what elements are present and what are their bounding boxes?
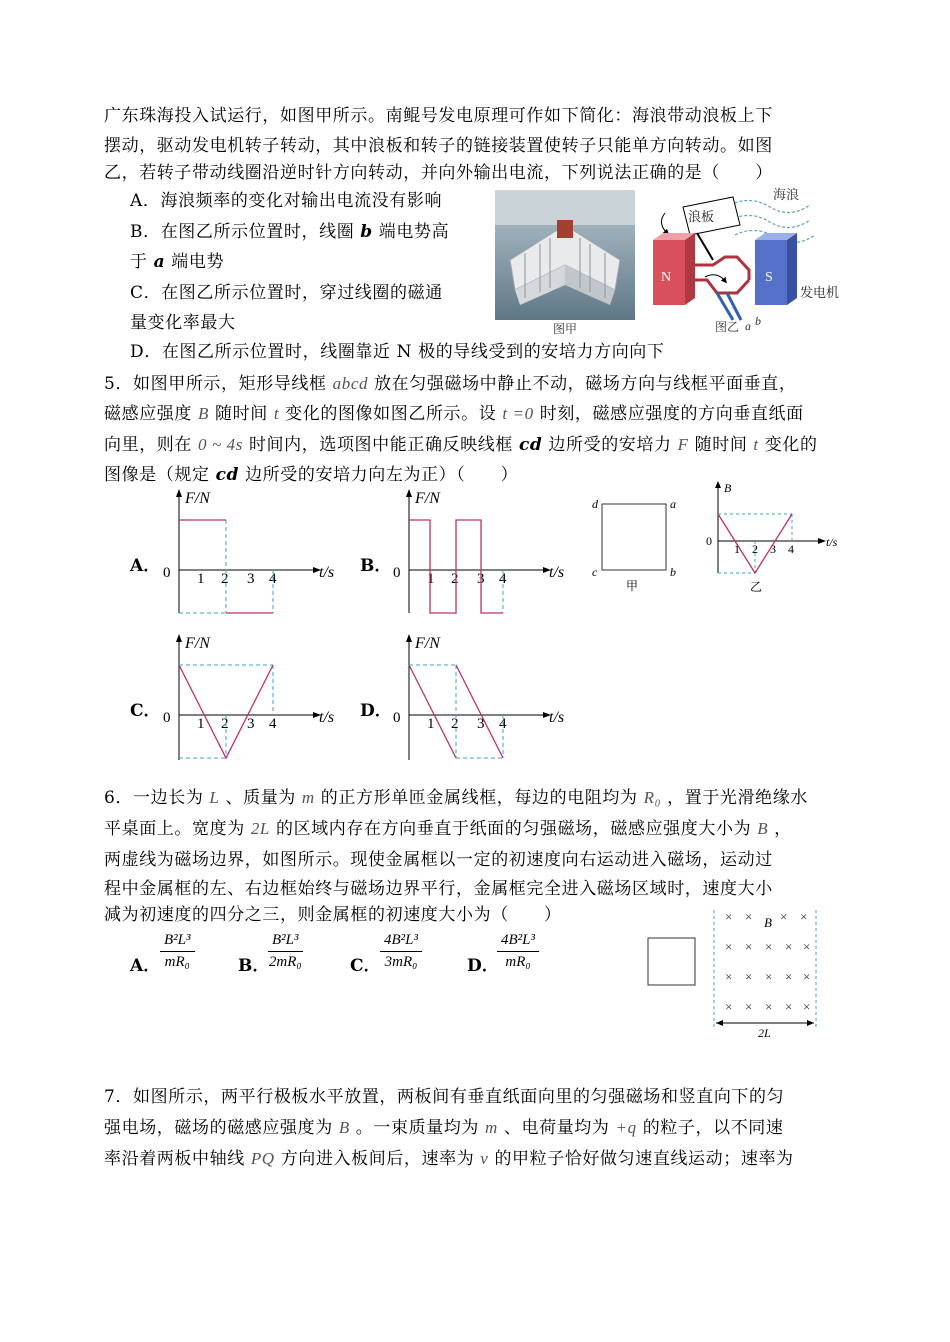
q6-option-a-fraction: $\frac{\text{B²L³}}{\text{mR₀}}$	[160, 932, 195, 971]
figure-yi-generator	[645, 185, 850, 335]
svg-text:×: ×	[803, 969, 811, 984]
svg-text:3: 3	[247, 571, 255, 587]
svg-text:×: ×	[725, 969, 733, 984]
svg-text:F/N: F/N	[185, 490, 210, 507]
svg-text:×: ×	[725, 939, 733, 954]
figure-jia-photo	[495, 190, 635, 335]
svg-text:0: 0	[163, 565, 171, 581]
q5-graph-c	[155, 630, 355, 765]
svg-text:t/s: t/s	[549, 709, 565, 726]
svg-text:浪板: 浪板	[688, 209, 715, 224]
q4-option-b-line2: 于 a 端电势	[130, 252, 225, 272]
svg-text:d: d	[592, 497, 598, 511]
svg-text:B: B	[764, 915, 772, 930]
q5-figure-jia-frame	[590, 492, 690, 597]
svg-text:2: 2	[752, 542, 758, 556]
q4-option-b-line1: B．在图乙所示位置时，线圈 b 端电势高	[130, 222, 450, 242]
svg-text:4: 4	[269, 571, 277, 587]
svg-text:4: 4	[269, 716, 277, 732]
q5-option-a-label: A．	[130, 556, 161, 576]
svg-text:1: 1	[197, 571, 205, 587]
q5-option-b-label: B．	[360, 556, 392, 576]
q6-line-5: 减为初速度的四分之三，则金属框的初速度大小为（ ）	[104, 905, 562, 925]
q4-option-d: D．在图乙所示位置时，线圈靠近 N 极的导线受到的安培力方向向下	[130, 342, 665, 362]
svg-text:c: c	[592, 565, 598, 579]
q5-graph-a	[155, 485, 355, 620]
q7-line-2: 强电场，磁场的磁感应强度为 B 。一束质量均为 m 、电荷量均为 +q 的粒子，以不同速	[104, 1118, 784, 1138]
q6-option-a-label: A．	[130, 956, 161, 976]
svg-text:t/s: t/s	[319, 709, 335, 726]
q7-line-1: 7．如图所示，两平行极板水平放置，两板间有垂直纸面向里的匀强磁场和竖直向下的匀	[104, 1087, 785, 1107]
q6-line-2: 平桌面上。宽度为 2L 的区域内存在方向垂直于纸面的匀强磁场，磁感应强度大小为 B ，	[104, 819, 792, 839]
svg-text:×: ×	[785, 999, 793, 1014]
q6-line-4: 程中金属框的左、右边框始终与磁场边界平行，金属框完全进入磁场区域时，速度大小	[104, 879, 773, 899]
svg-text:0: 0	[163, 710, 171, 726]
svg-text:4: 4	[499, 571, 507, 587]
svg-text:2: 2	[221, 571, 229, 587]
svg-text:1: 1	[427, 571, 435, 587]
svg-text:B: B	[724, 481, 732, 495]
q4-option-c-line2: 量变化率最大	[130, 313, 236, 333]
svg-text:×: ×	[765, 969, 773, 984]
svg-text:F/N: F/N	[415, 490, 440, 507]
svg-text:2: 2	[451, 716, 459, 732]
svg-text:t/s: t/s	[549, 564, 565, 581]
q4-option-c-line1: C．在图乙所示位置时，穿过线圈的磁通	[130, 283, 443, 303]
svg-text:t/s: t/s	[319, 564, 335, 581]
q4-option-a: A．海浪频率的变化对输出电流没有影响	[130, 191, 443, 211]
q6-option-c-label: C．	[350, 956, 381, 976]
q6-option-d-label: D．	[467, 956, 499, 976]
q4-line-2: 摆动，驱动发电机转子转动，其中浪板和转子的链接装置使转子只能单方向转动。如图	[104, 136, 773, 156]
q6-option-b-fraction: $\frac{\text{B²L³}}{\text{2mR₀}}$	[268, 932, 302, 970]
svg-text:×: ×	[765, 999, 773, 1014]
svg-text:3: 3	[477, 716, 485, 732]
svg-text:0: 0	[706, 534, 712, 548]
q4-line-1: 广东珠海投入试运行，如图甲所示。南鲲号发电原理可作如下简化：海浪带动浪板上下	[104, 106, 773, 126]
svg-text:1: 1	[427, 716, 435, 732]
svg-text:×: ×	[725, 909, 733, 924]
svg-text:0: 0	[393, 565, 401, 581]
svg-text:图乙: 图乙	[715, 320, 740, 334]
svg-text:×: ×	[785, 939, 793, 954]
q5-line-2: 磁感应强度 B 随时间 t 变化的图像如图乙所示。设 t =0 时刻，磁感应强度的方向垂直纸面	[104, 404, 804, 424]
svg-text:F/N: F/N	[185, 635, 210, 652]
q6-option-d-fraction: $\frac{\text{4B²L³}}{\text{mR₀}}$	[497, 932, 539, 971]
svg-text:×: ×	[780, 909, 788, 924]
svg-text:×: ×	[745, 969, 753, 984]
q5-option-d-label: D．	[360, 701, 392, 721]
svg-text:3: 3	[770, 542, 776, 556]
q6-line-1: 6．一边长为 L 、质量为 m 的正方形单匝金属线框，每边的电阻均为 R₀ ，置于光滑绝缘水	[104, 788, 808, 808]
svg-text:甲: 甲	[626, 579, 639, 593]
q5-line-1: 5．如图甲所示，矩形导线框 abcd 放在匀强磁场中静止不动，磁场方向与线框平面垂直，	[104, 374, 797, 394]
svg-text:海浪: 海浪	[773, 187, 800, 202]
svg-text:b: b	[670, 565, 676, 579]
svg-text:×: ×	[745, 999, 753, 1014]
svg-text:发电机: 发电机	[800, 285, 840, 300]
svg-text:F/N: F/N	[415, 635, 440, 652]
q5-option-c-label: C．	[130, 701, 161, 721]
svg-text:×: ×	[745, 909, 753, 924]
svg-text:×: ×	[803, 999, 811, 1014]
svg-text:×: ×	[803, 939, 811, 954]
svg-text:b: b	[755, 314, 761, 328]
svg-text:4: 4	[499, 716, 507, 732]
svg-text:t/s: t/s	[826, 535, 838, 549]
q5-line-3: 向里，则在 0 ~ 4s 时间内，选项图中能正确反映线框 cd 边所受的安培力 F 随时间 t 变化的	[104, 435, 818, 455]
svg-text:3: 3	[247, 716, 255, 732]
q6-line-3: 两虚线为磁场边界，如图所示。现使金属框以一定的初速度向右运动进入磁场，运动过	[104, 850, 773, 870]
q6-figure-magnetic-field	[640, 905, 830, 1040]
svg-text:2L: 2L	[758, 1026, 771, 1040]
svg-text:N: N	[661, 270, 672, 285]
svg-text:4: 4	[788, 542, 794, 556]
svg-text:×: ×	[725, 999, 733, 1014]
q7-line-3: 率沿着两板中轴线 PQ 方向进入板间后，速率为 v 的甲粒子恰好做匀速直线运动；速率为	[104, 1149, 794, 1169]
svg-text:a: a	[670, 497, 676, 511]
q5-line-4: 图像是（规定 cd 边所受的安培力向左为正）（ ）	[104, 465, 519, 485]
svg-text:1: 1	[197, 716, 205, 732]
fig-jia-caption: 图甲	[553, 322, 578, 335]
svg-text:S: S	[765, 270, 773, 285]
svg-text:2: 2	[221, 716, 229, 732]
svg-text:3: 3	[477, 571, 485, 587]
svg-text:×: ×	[785, 969, 793, 984]
svg-text:×: ×	[800, 909, 808, 924]
svg-text:乙: 乙	[750, 580, 763, 594]
q5-graph-b	[385, 485, 585, 620]
q4-line-3: 乙，若转子带动线圈沿逆时针方向转动，并向外输出电流，下列说法正确的是（ ）	[104, 163, 773, 183]
q6-option-b-label: B．	[238, 956, 270, 976]
q5-figure-yi-graph	[700, 478, 845, 598]
svg-text:×: ×	[765, 939, 773, 954]
q6-option-c-fraction: $\frac{\text{4B²L³}}{\text{3mR₀}}$	[380, 932, 422, 971]
q5-graph-d	[385, 630, 585, 765]
svg-text:a: a	[745, 319, 751, 333]
svg-text:1: 1	[734, 542, 740, 556]
svg-text:0: 0	[393, 710, 401, 726]
svg-text:2: 2	[451, 571, 459, 587]
svg-text:×: ×	[745, 939, 753, 954]
